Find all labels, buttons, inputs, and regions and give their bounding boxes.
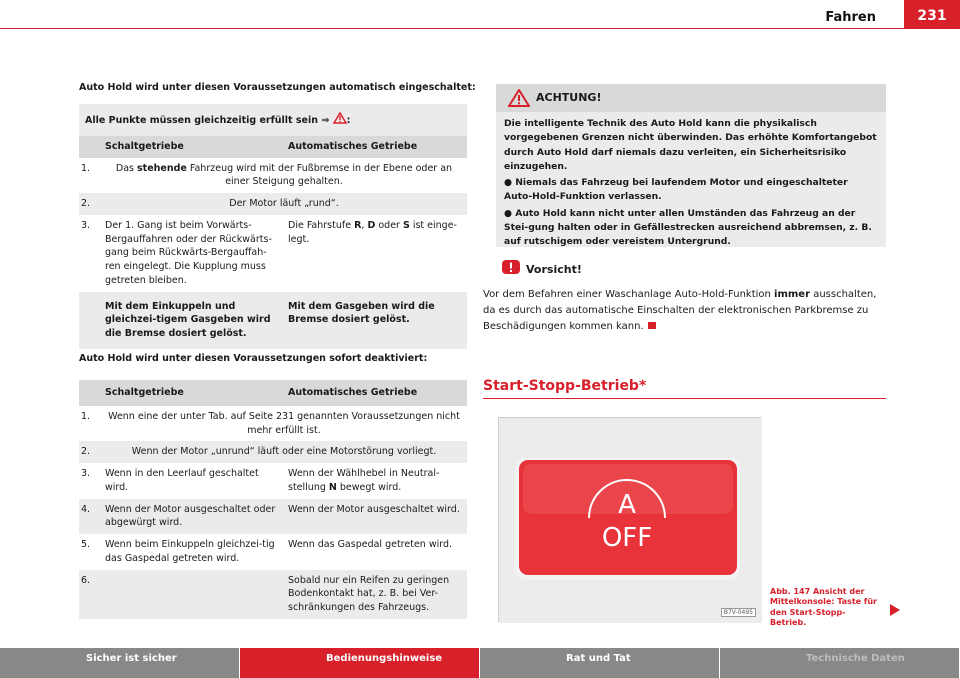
row-manual: Mit dem Einkuppeln und gleichzei-tigem Gasgeben wird die Bremse dosiert gelöst. [101, 292, 284, 349]
row-manual: Wenn der Motor ausgeschaltet oder abgewürgt wird. [101, 499, 284, 535]
start-stop-button-illustration [499, 418, 762, 623]
row-number: 4. [79, 499, 101, 535]
warning-triangle-icon [333, 112, 347, 124]
row-auto: Wenn das Gaspedal getreten wird. [288, 539, 453, 551]
end-mark-icon [648, 322, 656, 329]
warning-bullet-1: ● Niemals das Fahrzeug bei laufendem Motor und eingeschalteter Auto-Hold-Funktion verlassen. [504, 177, 848, 203]
section-rule [483, 398, 886, 399]
table-caption-row [79, 104, 467, 136]
warning-header [496, 84, 886, 112]
col-header-manual: Schaltgetriebe [101, 136, 284, 158]
row-number: 2. [79, 441, 101, 463]
button-label: OFF [601, 523, 653, 553]
bullet-icon: ● [504, 177, 513, 188]
table-row [79, 406, 467, 442]
table-row [79, 215, 467, 292]
caution-title: Vorsicht! [526, 263, 582, 276]
row-text: Wenn eine der unter Tab. auf Seite 231 genannten Voraussetzungen nicht mehr erfüllt ist. [108, 410, 460, 436]
table-caption: Alle Punkte müssen gleichzeitig erfüllt sein [85, 115, 318, 126]
table-row [79, 441, 467, 463]
footer-tabs [0, 648, 960, 678]
row-number: 3. [81, 468, 91, 480]
tab-bedienungshinweise[interactable]: Bedienungshinweise [240, 648, 480, 678]
button-letter: A [618, 490, 636, 520]
emphasis-text: immer [774, 289, 811, 300]
row-auto: Mit dem Gasgeben wird die Bremse dosiert gelöst. [284, 292, 467, 349]
row-text: Wenn der Motor „unrund“ läuft oder eine Motorstörung vorliegt. [101, 441, 467, 463]
row-number: 6. [79, 570, 101, 619]
row-number: 2. [79, 193, 101, 215]
header-rule [0, 28, 960, 29]
table-row [79, 499, 467, 535]
warning-bullet-2: ● Auto Hold kann nicht unter allen Umständen das Fahrzeug an der Stei-gung halten oder in Gefällestrecken ausreichend abbremsen, z. B. auf rutschigem oder vereistem Untergrund. [504, 207, 872, 247]
arrow-icon: ⇒ [321, 115, 330, 126]
warning-triangle-icon [508, 89, 530, 107]
col-header-auto: Automatisches Getriebe [284, 136, 467, 158]
table-row: 1. Das stehende Fahrzeug wird mit der Fußbremse in der Ebene oder an einer Steigung gehalten. [79, 158, 467, 194]
row-number: 1. [81, 410, 91, 422]
chapter-title: Fahren [825, 10, 876, 25]
next-page-arrow-icon[interactable] [890, 604, 900, 616]
table-row [79, 292, 467, 349]
row-number: 5. [81, 539, 91, 551]
bullet-icon: ● [504, 207, 513, 219]
caution-text: Vor dem Befahren einer Waschanlage Auto-Hold-Funktion immer ausschalten, da es durch das automatische Einschalten der elektronischen Parkbremse zu Beschädigungen kommen kann. [483, 289, 877, 332]
figure-caption: Abb. 147 Ansicht der Mittelkonsole: Taste für den Start-Stopp-Betrieb. [770, 587, 877, 628]
page-number: 231 [904, 0, 960, 29]
section-title: Start-Stopp-Betrieb* [483, 378, 647, 394]
tab-technische-daten[interactable]: Technische Daten [720, 648, 960, 678]
caption-colon: : [346, 115, 351, 126]
tab-rat-und-tat[interactable]: Rat und Tat [480, 648, 720, 678]
row-manual: Wenn in den Leerlauf geschaltet wird. [105, 468, 259, 493]
row-manual: Der 1. Gang ist beim Vorwärts-Bergauffahren oder der Rückwärts-gang beim Rückwärts-Bergauffah-ren eingelegt. Die Kupplung muss getreten bleiben. [105, 219, 272, 286]
tab-sicher-ist-sicher[interactable]: Sicher ist sicher [0, 648, 240, 678]
caution-heading [502, 263, 582, 276]
figure-start-stop-button [498, 417, 761, 622]
intro-activation: Auto Hold wird unter diesen Voraussetzungen automatisch eingeschaltet: [79, 82, 476, 93]
table-row [79, 534, 467, 570]
table-header-row [79, 136, 467, 158]
table-row [79, 463, 467, 499]
row-auto: Sobald nur ein Reifen zu geringen Bodenkontakt hat, z. B. bei Ver-schränkungen des Fahrzeugs. [284, 570, 467, 619]
row-auto: Die Fahrstufe R, D oder S ist einge-legt. [288, 219, 457, 245]
row-manual: Wenn beim Einkuppeln gleichzei-tig das Gaspedal getreten wird. [105, 539, 275, 564]
warning-paragraph: Die intelligente Technik des Auto Hold kann die physikalisch vorgegebenen Grenzen nicht überwinden. Das erhöhte Komfortangebot durch Auto Hold darf niemals dazu verleiten, ein Sicherheitsrisiko einzugehen. [504, 118, 877, 172]
col-header-manual: Schaltgetriebe [101, 380, 284, 406]
row-number: 3. [81, 219, 91, 231]
figure-code: B7V-0495 [721, 608, 756, 617]
intro-deactivation: Auto Hold wird unter diesen Voraussetzungen sofort deaktiviert: [79, 353, 428, 364]
row-auto: Wenn der Wählhebel in Neutral-stellung N bewegt wird. [288, 468, 440, 493]
warning-title: ACHTUNG! [536, 91, 602, 104]
emphasis-text: stehende [137, 162, 187, 174]
table-row [79, 570, 467, 619]
warning-box [496, 84, 886, 247]
row-number: 1. [81, 162, 91, 174]
col-header-auto: Automatisches Getriebe [284, 380, 467, 406]
activation-table [79, 104, 467, 349]
table-row [79, 193, 467, 215]
row-auto: Wenn der Motor ausgeschaltet wird. [284, 499, 467, 535]
deactivation-table [79, 380, 467, 619]
row-text: Der Motor läuft „rund“. [101, 193, 467, 215]
table-header-row [79, 380, 467, 406]
caution-icon [502, 260, 520, 274]
